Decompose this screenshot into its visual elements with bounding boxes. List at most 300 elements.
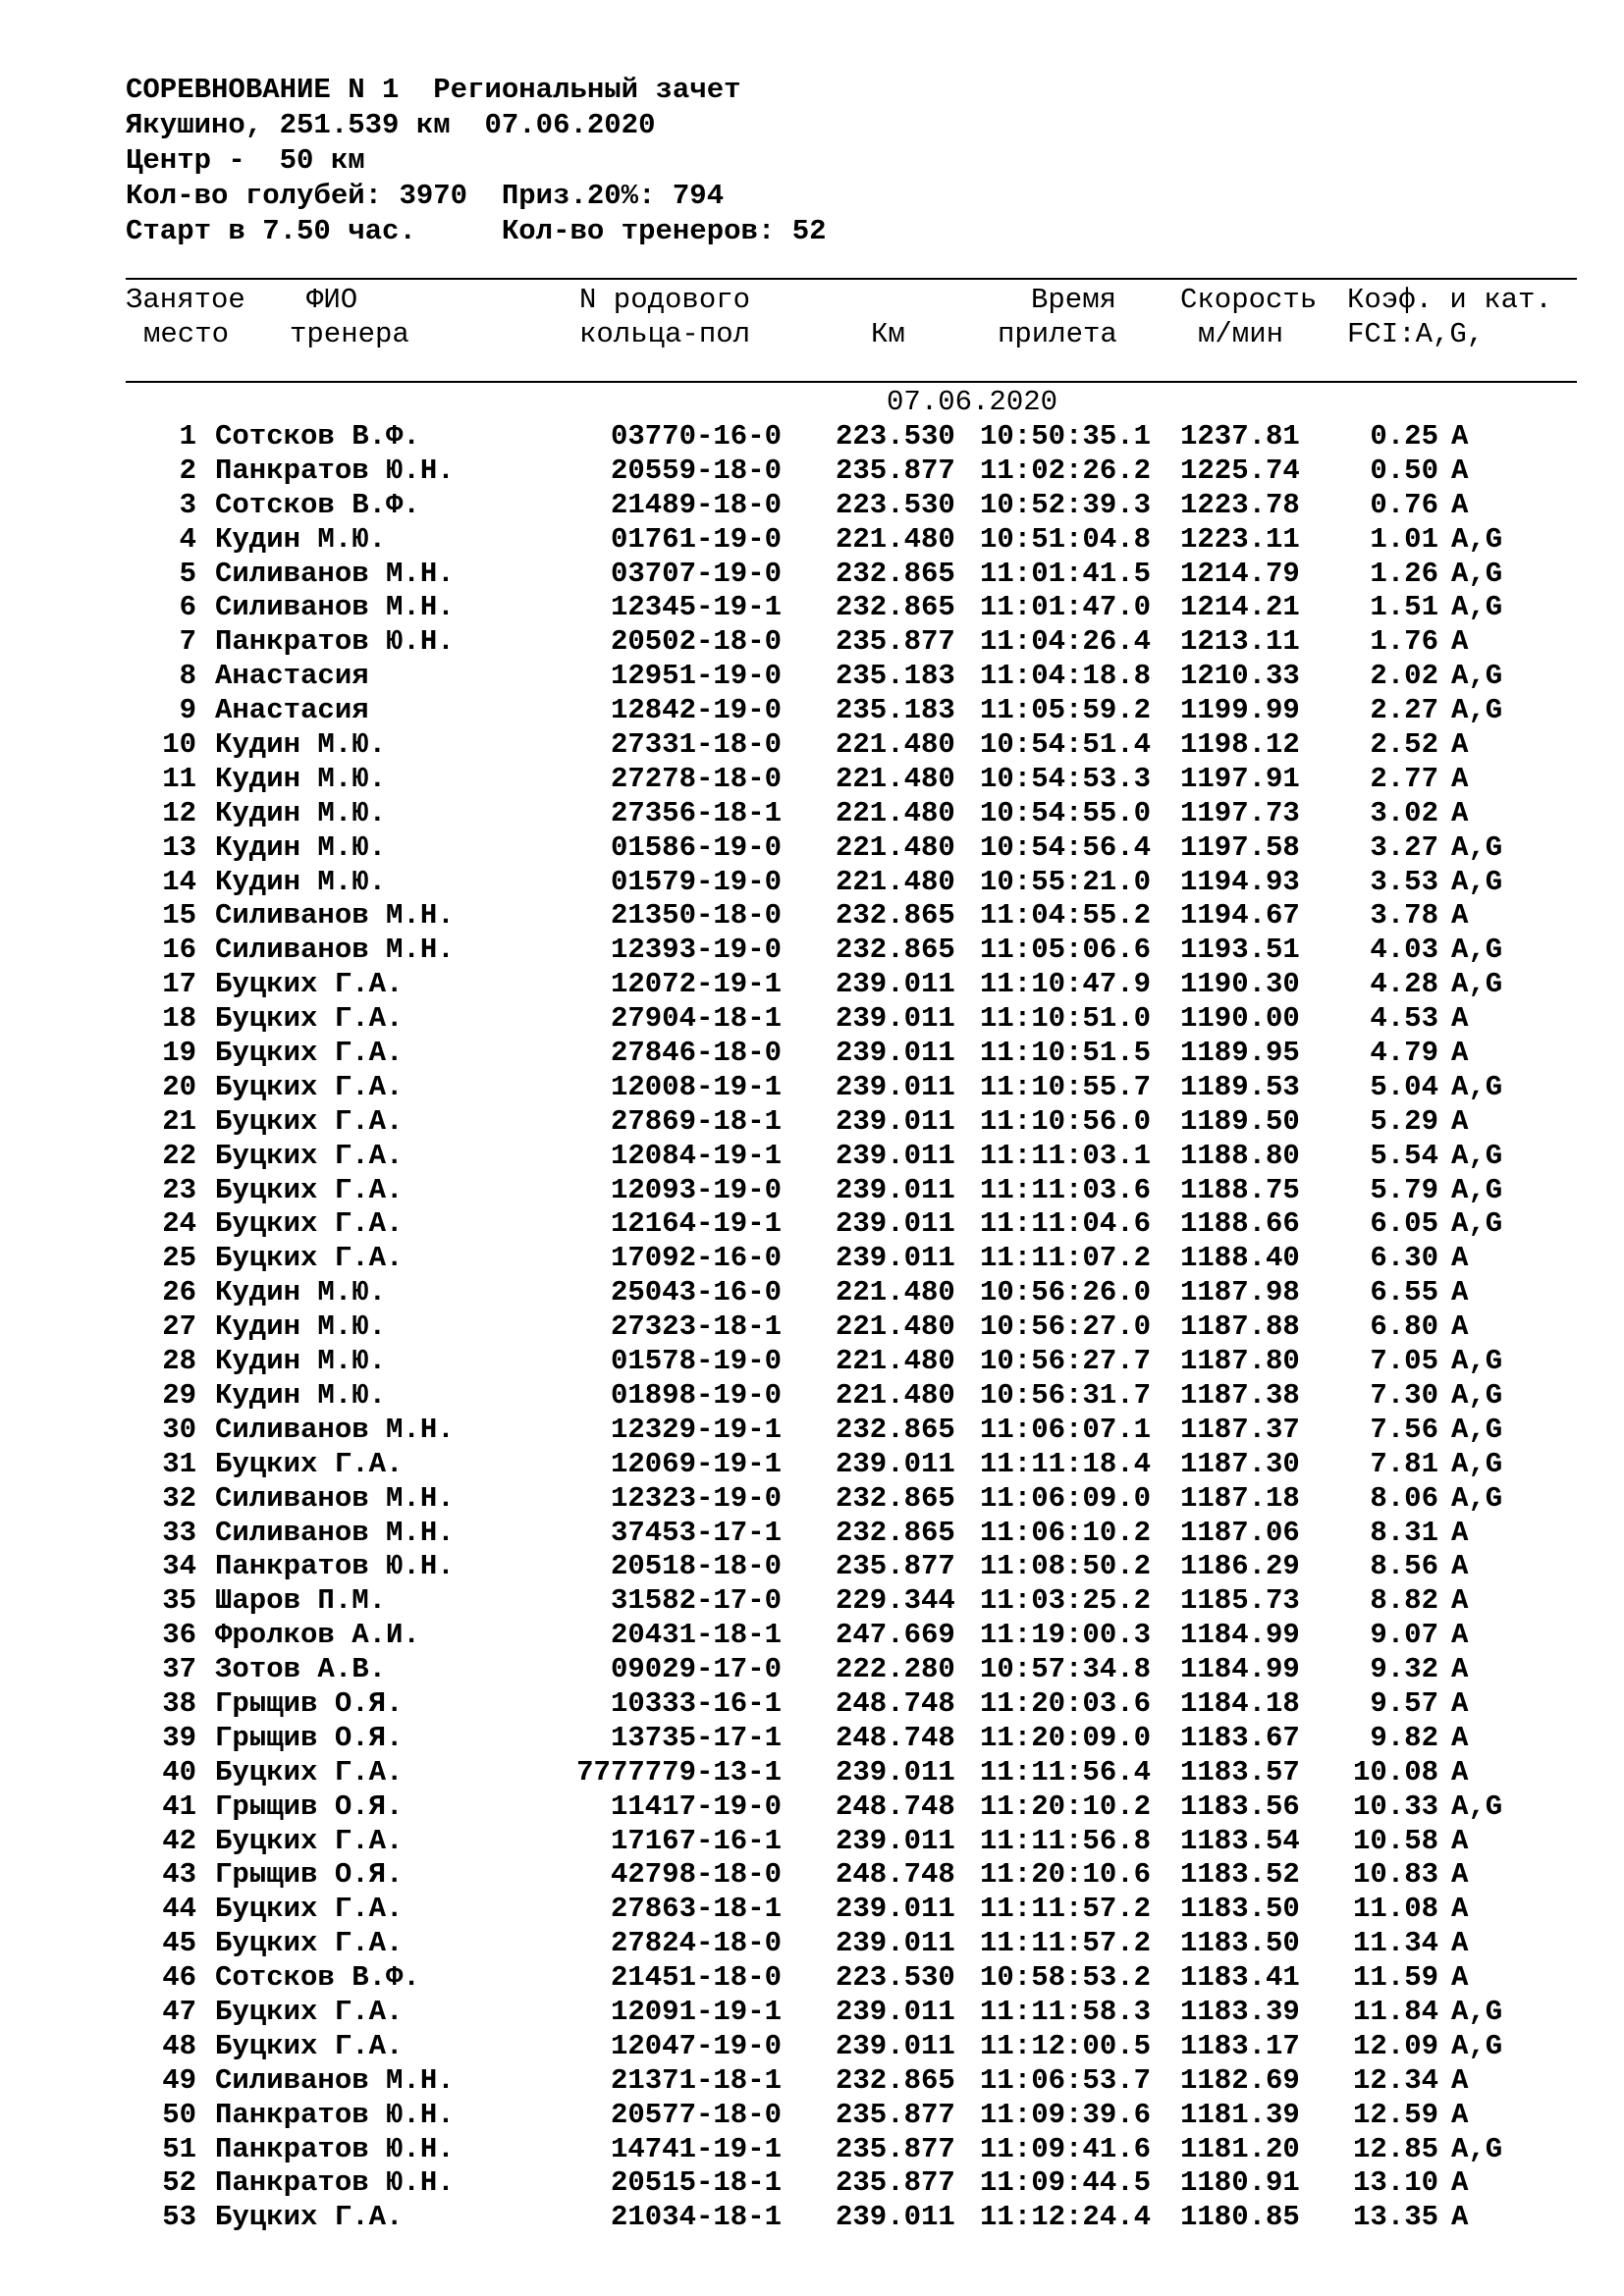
category-cell: A — [1451, 728, 1469, 762]
ring-number-cell: 20577-18-0 — [610, 2098, 782, 2131]
center-distance: Центр - 50 км — [126, 144, 365, 177]
ring-number-cell: 12345-19-1 — [610, 591, 782, 624]
distance-km-cell: 221.480 — [836, 762, 955, 795]
table-row — [0, 659, 1624, 693]
arrival-time-cell: 11:11:57.2 — [980, 1893, 1152, 1926]
ring-number-cell: 27356-18-1 — [610, 796, 782, 829]
fci-coefficient-cell: 12.34 — [1352, 2063, 1438, 2097]
place-cell: 23 — [162, 1173, 196, 1206]
distance-km-cell: 221.480 — [836, 1345, 955, 1378]
distance-km-cell: 248.748 — [836, 1721, 955, 1754]
distance-km-cell: 221.480 — [836, 1378, 955, 1412]
trainer-name-cell: Кудин М.Ю. — [215, 728, 387, 762]
table-row — [0, 1206, 1624, 1241]
category-cell: A — [1451, 1516, 1469, 1549]
category-cell: A — [1451, 1653, 1469, 1686]
table-row — [0, 1447, 1624, 1481]
trainer-name-cell: Буцких Г.А. — [215, 2029, 404, 2062]
place-cell: 52 — [162, 2166, 196, 2200]
competition-title: СОРЕВНОВАНИЕ N 1 Региональный зачет — [126, 74, 741, 106]
ring-number-cell: 01761-19-0 — [610, 522, 782, 556]
table-row — [0, 2132, 1624, 2166]
place-cell: 20 — [162, 1070, 196, 1103]
category-cell: A — [1451, 1893, 1469, 1926]
ring-number-cell: 12008-19-1 — [610, 1070, 782, 1103]
arrival-time-cell: 11:10:51.5 — [980, 1037, 1152, 1070]
place-cell: 31 — [162, 1447, 196, 1480]
speed-cell: 1210.33 — [1180, 660, 1300, 693]
trainer-name-cell: Буцких Г.А. — [215, 1173, 404, 1206]
arrival-time-cell: 11:06:10.2 — [980, 1516, 1152, 1549]
arrival-time-cell: 11:20:10.2 — [980, 1789, 1152, 1823]
table-row — [0, 1378, 1624, 1413]
table-row — [0, 1857, 1624, 1892]
distance-km-cell: 239.011 — [836, 1139, 955, 1172]
speed-cell: 1197.91 — [1180, 762, 1300, 795]
speed-cell: 1213.11 — [1180, 625, 1300, 659]
category-cell: A,G — [1451, 1447, 1503, 1480]
fci-coefficient-cell: 5.79 — [1370, 1173, 1438, 1206]
category-cell: A,G — [1451, 1139, 1503, 1172]
ring-number-cell: 37453-17-1 — [610, 1516, 782, 1549]
distance-km-cell: 247.669 — [836, 1619, 955, 1652]
distance-km-cell: 248.748 — [836, 1686, 955, 1720]
category-cell: A,G — [1451, 1413, 1503, 1446]
category-cell: A — [1451, 1686, 1469, 1720]
category-cell: A — [1451, 1550, 1469, 1583]
table-row — [0, 1686, 1624, 1721]
arrival-time-cell: 11:12:24.4 — [980, 2201, 1152, 2234]
place-cell: 1 — [179, 420, 196, 453]
place-cell: 37 — [162, 1653, 196, 1686]
category-cell: A,G — [1451, 557, 1503, 590]
results-table-body — [0, 419, 1624, 2234]
trainer-name-cell: Панкратов Ю.Н. — [215, 625, 455, 659]
trainer-name-cell: Силиванов М.Н. — [215, 2063, 455, 2097]
table-row — [0, 2063, 1624, 2098]
ring-number-cell: 7777779-13-1 — [576, 1755, 782, 1789]
trainer-name-cell: Кудин М.Ю. — [215, 1378, 387, 1412]
place-cell: 35 — [162, 1584, 196, 1618]
ring-number-cell: 27846-18-0 — [610, 1037, 782, 1070]
ring-number-cell: 27824-18-0 — [610, 1927, 782, 1960]
category-cell: A — [1451, 1721, 1469, 1754]
category-cell: A,G — [1451, 1070, 1503, 1103]
table-row — [0, 522, 1624, 557]
fci-coefficient-cell: 2.02 — [1370, 660, 1438, 693]
category-cell: A — [1451, 1858, 1469, 1892]
ring-number-cell: 21371-18-1 — [610, 2063, 782, 2097]
category-cell: A,G — [1451, 591, 1503, 624]
table-row — [0, 1344, 1624, 1378]
speed-cell: 1189.95 — [1180, 1037, 1300, 1070]
place-cell: 38 — [162, 1686, 196, 1720]
col-place-header-1: Занятое — [126, 284, 245, 316]
table-row — [0, 830, 1624, 865]
fci-coefficient-cell: 6.80 — [1370, 1310, 1438, 1344]
distance-km-cell: 235.877 — [836, 2166, 955, 2200]
table-row — [0, 1549, 1624, 1583]
speed-cell: 1187.06 — [1180, 1516, 1300, 1549]
ring-number-cell: 27331-18-0 — [610, 728, 782, 762]
fci-coefficient-cell: 6.30 — [1370, 1242, 1438, 1275]
arrival-time-cell: 11:11:56.8 — [980, 1824, 1152, 1857]
distance-km-cell: 239.011 — [836, 1242, 955, 1275]
table-row — [0, 1481, 1624, 1516]
col-fio-header-2: тренера — [290, 318, 409, 350]
ring-number-cell: 12093-19-0 — [610, 1173, 782, 1206]
arrival-time-cell: 11:06:09.0 — [980, 1481, 1152, 1515]
arrival-time-cell: 11:09:44.5 — [980, 2166, 1152, 2200]
distance-km-cell: 239.011 — [836, 1173, 955, 1206]
place-cell: 36 — [162, 1619, 196, 1652]
place-cell: 39 — [162, 1721, 196, 1754]
category-cell: A,G — [1451, 865, 1503, 898]
fci-coefficient-cell: 7.56 — [1370, 1413, 1438, 1446]
place-cell: 45 — [162, 1927, 196, 1960]
ring-number-cell: 20559-18-0 — [610, 454, 782, 487]
speed-cell: 1185.73 — [1180, 1584, 1300, 1618]
arrival-time-cell: 10:54:56.4 — [980, 830, 1152, 864]
trainer-name-cell: Кудин М.Ю. — [215, 830, 387, 864]
arrival-time-cell: 11:19:00.3 — [980, 1619, 1152, 1652]
trainer-name-cell: Панкратов Ю.Н. — [215, 1550, 455, 1583]
ring-number-cell: 27863-18-1 — [610, 1893, 782, 1926]
category-cell: A,G — [1451, 1173, 1503, 1206]
category-cell: A — [1451, 454, 1469, 487]
fci-coefficient-cell: 4.53 — [1370, 1002, 1438, 1036]
place-cell: 51 — [162, 2132, 196, 2165]
arrival-time-cell: 11:06:53.7 — [980, 2063, 1152, 2097]
category-cell: A,G — [1451, 1789, 1503, 1823]
speed-cell: 1187.88 — [1180, 1310, 1300, 1344]
arrival-time-cell: 11:09:39.6 — [980, 2098, 1152, 2131]
release-location-date: Якушино, 251.539 км 07.06.2020 — [126, 109, 656, 141]
place-cell: 19 — [162, 1037, 196, 1070]
speed-cell: 1197.58 — [1180, 830, 1300, 864]
category-cell: A — [1451, 1619, 1469, 1652]
ring-number-cell: 01579-19-0 — [610, 865, 782, 898]
distance-km-cell: 239.011 — [836, 1070, 955, 1103]
distance-km-cell: 221.480 — [836, 1276, 955, 1309]
distance-km-cell: 239.011 — [836, 1893, 955, 1926]
fci-coefficient-cell: 1.76 — [1370, 625, 1438, 659]
ring-number-cell: 13735-17-1 — [610, 1721, 782, 1754]
table-row — [0, 1139, 1624, 1173]
table-row — [0, 1721, 1624, 1755]
distance-km-cell: 239.011 — [836, 2201, 955, 2234]
trainer-name-cell: Кудин М.Ю. — [215, 1276, 387, 1309]
ring-number-cell: 12084-19-1 — [610, 1139, 782, 1172]
col-coef-header-2: FCI:A,G, — [1347, 318, 1485, 350]
result-date: 07.06.2020 — [887, 386, 1058, 418]
ring-number-cell: 12072-19-1 — [610, 968, 782, 1001]
trainer-name-cell: Буцких Г.А. — [215, 1242, 404, 1275]
ring-number-cell: 31582-17-0 — [610, 1584, 782, 1618]
category-cell: A — [1451, 1104, 1469, 1138]
distance-km-cell: 232.865 — [836, 1413, 955, 1446]
fci-coefficient-cell: 8.82 — [1370, 1584, 1438, 1618]
trainer-name-cell: Буцких Г.А. — [215, 1995, 404, 2028]
ring-number-cell: 12323-19-0 — [610, 1481, 782, 1515]
distance-km-cell: 235.877 — [836, 1550, 955, 1583]
distance-km-cell: 221.480 — [836, 1310, 955, 1344]
arrival-time-cell: 11:11:58.3 — [980, 1995, 1152, 2028]
place-cell: 27 — [162, 1310, 196, 1344]
place-cell: 2 — [179, 454, 196, 487]
fci-coefficient-cell: 11.84 — [1352, 1995, 1438, 2028]
category-cell: A — [1451, 796, 1469, 829]
table-row — [0, 419, 1624, 454]
speed-cell: 1181.39 — [1180, 2098, 1300, 2131]
distance-km-cell: 232.865 — [836, 1481, 955, 1515]
place-cell: 13 — [162, 830, 196, 864]
speed-cell: 1187.98 — [1180, 1276, 1300, 1309]
speed-cell: 1184.18 — [1180, 1686, 1300, 1720]
category-cell: A — [1451, 1961, 1469, 1995]
speed-cell: 1214.21 — [1180, 591, 1300, 624]
arrival-time-cell: 11:10:56.0 — [980, 1104, 1152, 1138]
fci-coefficient-cell: 12.59 — [1352, 2098, 1438, 2131]
distance-km-cell: 232.865 — [836, 557, 955, 590]
trainer-name-cell: Сотсков В.Ф. — [215, 420, 420, 453]
category-cell: A — [1451, 1276, 1469, 1309]
place-cell: 17 — [162, 968, 196, 1001]
speed-cell: 1189.50 — [1180, 1104, 1300, 1138]
start-time-trainer-count: Старт в 7.50 час. Кол-во тренеров: 52 — [126, 215, 827, 247]
arrival-time-cell: 11:11:18.4 — [980, 1447, 1152, 1480]
category-cell: A,G — [1451, 1378, 1503, 1412]
table-row — [0, 1104, 1624, 1139]
fci-coefficient-cell: 12.85 — [1352, 2132, 1438, 2165]
category-cell: A — [1451, 762, 1469, 795]
fci-coefficient-cell: 1.01 — [1370, 522, 1438, 556]
trainer-name-cell: Силиванов М.Н. — [215, 1481, 455, 1515]
distance-km-cell: 235.877 — [836, 2098, 955, 2131]
ring-number-cell: 01586-19-0 — [610, 830, 782, 864]
trainer-name-cell: Анастасия — [215, 694, 369, 727]
arrival-time-cell: 11:11:56.4 — [980, 1755, 1152, 1789]
table-row — [0, 1173, 1624, 1207]
trainer-name-cell: Буцких Г.А. — [215, 1037, 404, 1070]
fci-coefficient-cell: 10.33 — [1352, 1789, 1438, 1823]
category-cell: A — [1451, 1310, 1469, 1344]
distance-km-cell: 235.877 — [836, 2132, 955, 2165]
distance-km-cell: 239.011 — [836, 1824, 955, 1857]
table-row — [0, 1618, 1624, 1652]
table-row — [0, 898, 1624, 933]
table-row — [0, 1070, 1624, 1104]
speed-cell: 1187.30 — [1180, 1447, 1300, 1480]
place-cell: 21 — [162, 1104, 196, 1138]
arrival-time-cell: 11:05:59.2 — [980, 694, 1152, 727]
distance-km-cell: 221.480 — [836, 728, 955, 762]
ring-number-cell: 11417-19-0 — [610, 1789, 782, 1823]
speed-cell: 1183.54 — [1180, 1824, 1300, 1857]
place-cell: 11 — [162, 762, 196, 795]
place-cell: 40 — [162, 1755, 196, 1789]
fci-coefficient-cell: 9.07 — [1370, 1619, 1438, 1652]
ring-number-cell: 17167-16-1 — [610, 1824, 782, 1857]
fci-coefficient-cell: 3.53 — [1370, 865, 1438, 898]
place-cell: 5 — [179, 557, 196, 590]
arrival-time-cell: 10:54:51.4 — [980, 728, 1152, 762]
ring-number-cell: 09029-17-0 — [610, 1653, 782, 1686]
table-row — [0, 624, 1624, 659]
fci-coefficient-cell: 10.83 — [1352, 1858, 1438, 1892]
ring-number-cell: 21034-18-1 — [610, 2201, 782, 2234]
arrival-time-cell: 10:57:34.8 — [980, 1653, 1152, 1686]
category-cell: A,G — [1451, 694, 1503, 727]
trainer-name-cell: Панкратов Ю.Н. — [215, 2132, 455, 2165]
speed-cell: 1198.12 — [1180, 728, 1300, 762]
speed-cell: 1188.80 — [1180, 1139, 1300, 1172]
trainer-name-cell: Буцких Г.А. — [215, 1207, 404, 1241]
speed-cell: 1225.74 — [1180, 454, 1300, 487]
ring-number-cell: 03707-19-0 — [610, 557, 782, 590]
ring-number-cell: 01898-19-0 — [610, 1378, 782, 1412]
ring-number-cell: 14741-19-1 — [610, 2132, 782, 2165]
speed-cell: 1187.37 — [1180, 1413, 1300, 1446]
arrival-time-cell: 11:20:09.0 — [980, 1721, 1152, 1754]
category-cell: A,G — [1451, 1481, 1503, 1515]
table-row — [0, 488, 1624, 522]
trainer-name-cell: Силиванов М.Н. — [215, 899, 455, 933]
fci-coefficient-cell: 0.50 — [1370, 454, 1438, 487]
place-cell: 47 — [162, 1995, 196, 2028]
category-cell: A — [1451, 1037, 1469, 1070]
ring-number-cell: 27869-18-1 — [610, 1104, 782, 1138]
speed-cell: 1197.73 — [1180, 796, 1300, 829]
table-row — [0, 1309, 1624, 1344]
ring-number-cell: 20515-18-1 — [610, 2166, 782, 2200]
arrival-time-cell: 11:11:57.2 — [980, 1927, 1152, 1960]
col-speed-header-2: м/мин — [1198, 318, 1284, 350]
category-cell: A — [1451, 2166, 1469, 2200]
trainer-name-cell: Шаров П.М. — [215, 1584, 387, 1618]
ring-number-cell: 20502-18-0 — [610, 625, 782, 659]
place-cell: 24 — [162, 1207, 196, 1241]
fci-coefficient-cell: 5.29 — [1370, 1104, 1438, 1138]
distance-km-cell: 223.530 — [836, 1961, 955, 1995]
trainer-name-cell: Силиванов М.Н. — [215, 1413, 455, 1446]
table-row — [0, 1583, 1624, 1618]
table-row — [0, 1241, 1624, 1275]
distance-km-cell: 221.480 — [836, 522, 955, 556]
distance-km-cell: 239.011 — [836, 1927, 955, 1960]
fci-coefficient-cell: 9.82 — [1370, 1721, 1438, 1754]
speed-cell: 1237.81 — [1180, 420, 1300, 453]
table-row — [0, 557, 1624, 591]
table-row — [0, 1892, 1624, 1926]
table-row — [0, 1824, 1624, 1858]
category-cell: A — [1451, 625, 1469, 659]
table-row — [0, 796, 1624, 830]
speed-cell: 1188.40 — [1180, 1242, 1300, 1275]
trainer-name-cell: Сотсков В.Ф. — [215, 1961, 420, 1995]
distance-km-cell: 223.530 — [836, 420, 955, 453]
arrival-time-cell: 11:02:26.2 — [980, 454, 1152, 487]
trainer-name-cell: Буцких Г.А. — [215, 1824, 404, 1857]
category-cell: A — [1451, 899, 1469, 933]
place-cell: 12 — [162, 796, 196, 829]
ring-number-cell: 12164-19-1 — [610, 1207, 782, 1241]
table-row — [0, 1995, 1624, 2029]
category-cell: A — [1451, 1824, 1469, 1857]
fci-coefficient-cell: 9.57 — [1370, 1686, 1438, 1720]
table-row — [0, 590, 1624, 624]
arrival-time-cell: 10:58:53.2 — [980, 1961, 1152, 1995]
trainer-name-cell: Панкратов Ю.Н. — [215, 2098, 455, 2131]
arrival-time-cell: 11:20:03.6 — [980, 1686, 1152, 1720]
col-time-header-1: Время — [1031, 284, 1117, 316]
category-cell: A,G — [1451, 1995, 1503, 2028]
place-cell: 42 — [162, 1824, 196, 1857]
category-cell: A — [1451, 420, 1469, 453]
arrival-time-cell: 10:54:55.0 — [980, 796, 1152, 829]
distance-km-cell: 239.011 — [836, 2029, 955, 2062]
speed-cell: 1183.52 — [1180, 1858, 1300, 1892]
place-cell: 28 — [162, 1345, 196, 1378]
place-cell: 10 — [162, 728, 196, 762]
trainer-name-cell: Буцких Г.А. — [215, 2201, 404, 2234]
distance-km-cell: 239.011 — [836, 1037, 955, 1070]
col-ring-header-1: N родового — [579, 284, 751, 316]
fci-coefficient-cell: 4.79 — [1370, 1037, 1438, 1070]
fci-coefficient-cell: 2.52 — [1370, 728, 1438, 762]
category-cell: A,G — [1451, 660, 1503, 693]
speed-cell: 1188.75 — [1180, 1173, 1300, 1206]
table-row — [0, 2165, 1624, 2200]
speed-cell: 1183.67 — [1180, 1721, 1300, 1754]
table-row — [0, 1036, 1624, 1070]
distance-km-cell: 235.183 — [836, 694, 955, 727]
speed-cell: 1186.29 — [1180, 1550, 1300, 1583]
table-row — [0, 727, 1624, 762]
ring-number-cell: 12842-19-0 — [610, 694, 782, 727]
arrival-time-cell: 10:56:31.7 — [980, 1378, 1152, 1412]
arrival-time-cell: 11:04:26.4 — [980, 625, 1152, 659]
ring-number-cell: 03770-16-0 — [610, 420, 782, 453]
place-cell: 43 — [162, 1858, 196, 1892]
fci-coefficient-cell: 7.30 — [1370, 1378, 1438, 1412]
distance-km-cell: 221.480 — [836, 796, 955, 829]
trainer-name-cell: Грыщив О.Я. — [215, 1721, 404, 1754]
fci-coefficient-cell: 12.09 — [1352, 2029, 1438, 2062]
distance-km-cell: 239.011 — [836, 1447, 955, 1480]
arrival-time-cell: 10:54:53.3 — [980, 762, 1152, 795]
table-row — [0, 2098, 1624, 2132]
fci-coefficient-cell: 10.08 — [1352, 1755, 1438, 1789]
arrival-time-cell: 11:11:03.6 — [980, 1173, 1152, 1206]
speed-cell: 1180.85 — [1180, 2201, 1300, 2234]
table-row — [0, 2029, 1624, 2063]
category-cell: A — [1451, 1002, 1469, 1036]
arrival-time-cell: 11:10:47.9 — [980, 968, 1152, 1001]
speed-cell: 1182.69 — [1180, 2063, 1300, 2097]
table-row — [0, 454, 1624, 488]
trainer-name-cell: Буцких Г.А. — [215, 1755, 404, 1789]
place-cell: 22 — [162, 1139, 196, 1172]
speed-cell: 1183.41 — [1180, 1961, 1300, 1995]
arrival-time-cell: 11:09:41.6 — [980, 2132, 1152, 2165]
category-cell: A — [1451, 1584, 1469, 1618]
ring-number-cell: 10333-16-1 — [610, 1686, 782, 1720]
col-ring-header-2: кольца-пол — [579, 318, 751, 350]
place-cell: 49 — [162, 2063, 196, 2097]
ring-number-cell: 20431-18-1 — [610, 1619, 782, 1652]
ring-number-cell: 12047-19-0 — [610, 2029, 782, 2062]
